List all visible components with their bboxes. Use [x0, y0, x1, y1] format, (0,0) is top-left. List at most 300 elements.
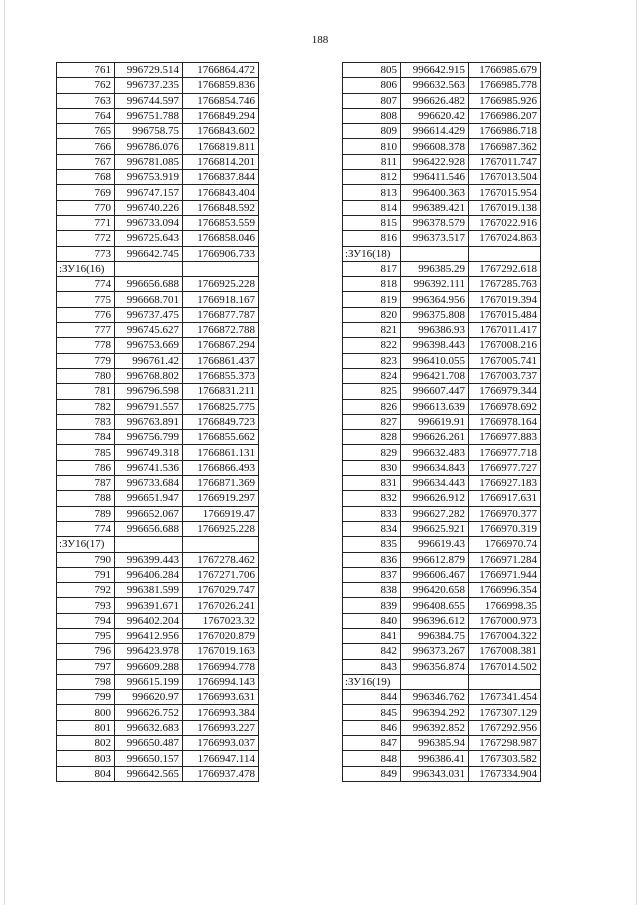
table-row — [343, 659, 541, 674]
x-coordinate-cell: 996751.788 — [115, 108, 183, 123]
y-coordinate-cell: 1767298.987 — [469, 736, 541, 751]
y-coordinate-cell: 1766843.404 — [183, 185, 259, 200]
x-coordinate-cell: 996791.557 — [115, 399, 183, 414]
x-coordinate-cell: 996768.802 — [115, 368, 183, 383]
table-row — [57, 170, 259, 185]
table-row — [343, 613, 541, 628]
x-coordinate-cell: 996632.563 — [401, 78, 469, 93]
table-row — [57, 521, 259, 536]
y-coordinate-cell: 1767022.916 — [469, 215, 541, 230]
point-number-cell: 793 — [57, 598, 115, 613]
x-coordinate-cell: 996737.235 — [115, 78, 183, 93]
table-row — [343, 399, 541, 414]
x-coordinate-cell: 996398.443 — [401, 338, 469, 353]
point-number-cell: 801 — [57, 720, 115, 735]
point-number-cell: 809 — [343, 124, 401, 139]
point-number-cell: 803 — [57, 751, 115, 766]
table-row — [343, 414, 541, 429]
point-number-cell: 785 — [57, 445, 115, 460]
x-coordinate-cell: 996781.085 — [115, 154, 183, 169]
x-coordinate-cell: 996615.199 — [115, 674, 183, 689]
point-number-cell: 813 — [343, 185, 401, 200]
point-number-cell: 798 — [57, 674, 115, 689]
point-number-cell: 805 — [343, 63, 401, 78]
y-coordinate-cell: 1767026.241 — [183, 598, 259, 613]
table-row — [343, 124, 541, 139]
point-number-cell: 815 — [343, 215, 401, 230]
y-coordinate-cell: 1767271.706 — [183, 567, 259, 582]
point-number-cell: 810 — [343, 139, 401, 154]
y-coordinate-cell: 1766867.294 — [183, 338, 259, 353]
y-coordinate-cell: 1767008.216 — [469, 338, 541, 353]
y-coordinate-cell: 1766925.228 — [183, 277, 259, 292]
table-row — [343, 78, 541, 93]
point-number-cell: 781 — [57, 384, 115, 399]
y-coordinate-cell: 1766993.631 — [183, 690, 259, 705]
y-coordinate-cell: 1766853.559 — [183, 215, 259, 230]
y-coordinate-cell: 1767014.502 — [469, 659, 541, 674]
x-coordinate-cell: 996373.517 — [401, 231, 469, 246]
table-row — [57, 598, 259, 613]
x-coordinate-cell: 996406.284 — [115, 567, 183, 582]
x-coordinate-cell: 996386.93 — [401, 323, 469, 338]
scan-edge-left — [4, 0, 5, 905]
point-number-cell: 768 — [57, 170, 115, 185]
table-row — [343, 200, 541, 215]
y-coordinate-cell: 1766977.727 — [469, 460, 541, 475]
point-number-cell: 849 — [343, 766, 401, 781]
section-label: :ЗУ16(18) — [343, 246, 401, 261]
table-row — [57, 552, 259, 567]
x-coordinate-cell: 996656.688 — [115, 521, 183, 536]
point-number-cell: 788 — [57, 491, 115, 506]
table-row — [57, 491, 259, 506]
point-number-cell: 797 — [57, 659, 115, 674]
x-coordinate-cell: 996626.261 — [401, 430, 469, 445]
table-row — [57, 93, 259, 108]
point-number-cell: 779 — [57, 353, 115, 368]
table-row — [57, 751, 259, 766]
point-number-cell: 818 — [343, 277, 401, 292]
y-coordinate-cell: 1766998.35 — [469, 598, 541, 613]
table-row — [343, 506, 541, 521]
table-row — [343, 139, 541, 154]
x-coordinate-cell: 996626.482 — [401, 93, 469, 108]
x-coordinate-cell: 996733.684 — [115, 476, 183, 491]
y-coordinate-cell: 1766993.037 — [183, 736, 259, 751]
y-coordinate-cell: 1766849.294 — [183, 108, 259, 123]
point-number-cell: 828 — [343, 430, 401, 445]
empty-cell — [115, 537, 183, 552]
table-row — [343, 261, 541, 276]
point-number-cell: 776 — [57, 307, 115, 322]
table-row — [343, 307, 541, 322]
point-number-cell: 780 — [57, 368, 115, 383]
x-coordinate-cell: 996763.891 — [115, 414, 183, 429]
y-coordinate-cell: 1766987.362 — [469, 139, 541, 154]
x-coordinate-cell: 996392.852 — [401, 720, 469, 735]
table-row — [57, 583, 259, 598]
x-coordinate-cell: 996625.921 — [401, 521, 469, 536]
y-coordinate-cell: 1766971.284 — [469, 552, 541, 567]
x-coordinate-cell: 996656.688 — [115, 277, 183, 292]
table-row — [57, 200, 259, 215]
x-coordinate-cell: 996385.29 — [401, 261, 469, 276]
y-coordinate-cell: 1767292.618 — [469, 261, 541, 276]
point-number-cell: 792 — [57, 583, 115, 598]
table-row — [57, 414, 259, 429]
table-row — [343, 445, 541, 460]
point-number-cell: 783 — [57, 414, 115, 429]
page-number: 188 — [311, 34, 329, 46]
table-row — [57, 368, 259, 383]
table-row — [343, 705, 541, 720]
point-number-cell: 833 — [343, 506, 401, 521]
x-coordinate-cell: 996758.75 — [115, 124, 183, 139]
table-row — [343, 644, 541, 659]
point-number-cell: 820 — [343, 307, 401, 322]
y-coordinate-cell: 1767004.322 — [469, 628, 541, 643]
table-row — [57, 124, 259, 139]
x-coordinate-cell: 996619.43 — [401, 537, 469, 552]
x-coordinate-cell: 996650.157 — [115, 751, 183, 766]
point-number-cell: 807 — [343, 93, 401, 108]
table-row — [57, 674, 259, 689]
table-row — [57, 139, 259, 154]
x-coordinate-cell: 996394.292 — [401, 705, 469, 720]
y-coordinate-cell: 1766866.493 — [183, 460, 259, 475]
y-coordinate-cell: 1766877.787 — [183, 307, 259, 322]
x-coordinate-cell: 996411.546 — [401, 170, 469, 185]
x-coordinate-cell: 996632.483 — [401, 445, 469, 460]
x-coordinate-cell: 996619.91 — [401, 414, 469, 429]
y-coordinate-cell: 1766985.926 — [469, 93, 541, 108]
point-number-cell: 787 — [57, 476, 115, 491]
y-coordinate-cell: 1766978.164 — [469, 414, 541, 429]
x-coordinate-cell: 996381.599 — [115, 583, 183, 598]
x-coordinate-cell: 996740.226 — [115, 200, 183, 215]
table-row — [57, 231, 259, 246]
x-coordinate-cell: 996612.879 — [401, 552, 469, 567]
coordinates-table-right-body — [343, 63, 541, 782]
y-coordinate-cell: 1767303.582 — [469, 751, 541, 766]
point-number-cell: 847 — [343, 736, 401, 751]
x-coordinate-cell: 996421.708 — [401, 368, 469, 383]
table-row — [343, 154, 541, 169]
table-row — [57, 353, 259, 368]
y-coordinate-cell: 1766837.844 — [183, 170, 259, 185]
y-coordinate-cell: 1766814.201 — [183, 154, 259, 169]
point-number-cell: 844 — [343, 690, 401, 705]
y-coordinate-cell: 1767020.879 — [183, 628, 259, 643]
point-number-cell: 838 — [343, 583, 401, 598]
table-row — [343, 521, 541, 536]
x-coordinate-cell: 996756.799 — [115, 430, 183, 445]
table-row — [57, 78, 259, 93]
x-coordinate-cell: 996642.915 — [401, 63, 469, 78]
x-coordinate-cell: 996356.874 — [401, 659, 469, 674]
point-number-cell: 770 — [57, 200, 115, 215]
x-coordinate-cell: 996626.752 — [115, 705, 183, 720]
x-coordinate-cell: 996796.598 — [115, 384, 183, 399]
table-row — [343, 720, 541, 735]
table-row — [343, 108, 541, 123]
point-number-cell: 816 — [343, 231, 401, 246]
x-coordinate-cell: 996408.655 — [401, 598, 469, 613]
y-coordinate-cell: 1766855.373 — [183, 368, 259, 383]
y-coordinate-cell: 1766919.47 — [183, 506, 259, 521]
section-label: :ЗУ16(17) — [57, 537, 115, 552]
table-row — [343, 552, 541, 567]
table-row — [343, 63, 541, 78]
point-number-cell: 821 — [343, 323, 401, 338]
y-coordinate-cell: 1766871.369 — [183, 476, 259, 491]
y-coordinate-cell: 1766985.679 — [469, 63, 541, 78]
point-number-cell: 843 — [343, 659, 401, 674]
y-coordinate-cell: 1766861.437 — [183, 353, 259, 368]
x-coordinate-cell: 996343.031 — [401, 766, 469, 781]
point-number-cell: 819 — [343, 292, 401, 307]
x-coordinate-cell: 996650.487 — [115, 736, 183, 751]
table-row — [57, 705, 259, 720]
y-coordinate-cell: 1767005.741 — [469, 353, 541, 368]
section-label: :ЗУ16(16) — [57, 261, 115, 276]
point-number-cell: 827 — [343, 414, 401, 429]
y-coordinate-cell: 1767019.138 — [469, 200, 541, 215]
y-coordinate-cell: 1766986.207 — [469, 108, 541, 123]
y-coordinate-cell: 1766858.046 — [183, 231, 259, 246]
y-coordinate-cell: 1767023.32 — [183, 613, 259, 628]
table-row — [343, 277, 541, 292]
y-coordinate-cell: 1767029.747 — [183, 583, 259, 598]
section-row — [57, 537, 259, 552]
point-number-cell: 777 — [57, 323, 115, 338]
y-coordinate-cell: 1766855.662 — [183, 430, 259, 445]
point-number-cell: 799 — [57, 690, 115, 705]
x-coordinate-cell: 996749.318 — [115, 445, 183, 460]
point-number-cell: 825 — [343, 384, 401, 399]
y-coordinate-cell: 1766918.167 — [183, 292, 259, 307]
section-label: :ЗУ16(19) — [343, 674, 401, 689]
x-coordinate-cell: 996642.745 — [115, 246, 183, 261]
x-coordinate-cell: 996346.762 — [401, 690, 469, 705]
point-number-cell: 769 — [57, 185, 115, 200]
point-number-cell: 802 — [57, 736, 115, 751]
y-coordinate-cell: 1766843.602 — [183, 124, 259, 139]
y-coordinate-cell: 1767292.956 — [469, 720, 541, 735]
table-row — [343, 690, 541, 705]
x-coordinate-cell: 996613.639 — [401, 399, 469, 414]
point-number-cell: 775 — [57, 292, 115, 307]
point-number-cell: 761 — [57, 63, 115, 78]
y-coordinate-cell: 1766985.778 — [469, 78, 541, 93]
y-coordinate-cell: 1767307.129 — [469, 705, 541, 720]
y-coordinate-cell: 1766859.836 — [183, 78, 259, 93]
x-coordinate-cell: 996375.808 — [401, 307, 469, 322]
point-number-cell: 822 — [343, 338, 401, 353]
y-coordinate-cell: 1767000.973 — [469, 613, 541, 628]
table-row — [57, 445, 259, 460]
x-coordinate-cell: 996385.94 — [401, 736, 469, 751]
y-coordinate-cell: 1767024.863 — [469, 231, 541, 246]
coordinates-table-left — [56, 62, 259, 782]
y-coordinate-cell: 1766994.778 — [183, 659, 259, 674]
y-coordinate-cell: 1767334.904 — [469, 766, 541, 781]
x-coordinate-cell: 996608.378 — [401, 139, 469, 154]
table-row — [57, 567, 259, 582]
y-coordinate-cell: 1767019.163 — [183, 644, 259, 659]
empty-cell — [115, 261, 183, 276]
table-row — [57, 659, 259, 674]
y-coordinate-cell: 1766993.384 — [183, 705, 259, 720]
table-row — [57, 460, 259, 475]
y-coordinate-cell: 1767015.484 — [469, 307, 541, 322]
table-row — [343, 628, 541, 643]
table-row — [343, 430, 541, 445]
y-coordinate-cell: 1766849.723 — [183, 414, 259, 429]
coordinates-table-right — [342, 62, 541, 782]
y-coordinate-cell: 1766947.114 — [183, 751, 259, 766]
x-coordinate-cell: 996402.204 — [115, 613, 183, 628]
point-number-cell: 791 — [57, 567, 115, 582]
empty-cell — [183, 261, 259, 276]
table-row — [57, 430, 259, 445]
x-coordinate-cell: 996634.843 — [401, 460, 469, 475]
x-coordinate-cell: 996373.267 — [401, 644, 469, 659]
table-row — [57, 246, 259, 261]
table-row — [343, 491, 541, 506]
point-number-cell: 837 — [343, 567, 401, 582]
point-number-cell: 840 — [343, 613, 401, 628]
y-coordinate-cell: 1767278.462 — [183, 552, 259, 567]
section-row — [343, 674, 541, 689]
x-coordinate-cell: 996386.41 — [401, 751, 469, 766]
point-number-cell: 841 — [343, 628, 401, 643]
x-coordinate-cell: 996786.076 — [115, 139, 183, 154]
table-row — [57, 736, 259, 751]
point-number-cell: 774 — [57, 521, 115, 536]
point-number-cell: 836 — [343, 552, 401, 567]
point-number-cell: 772 — [57, 231, 115, 246]
x-coordinate-cell: 996384.75 — [401, 628, 469, 643]
point-number-cell: 764 — [57, 108, 115, 123]
point-number-cell: 839 — [343, 598, 401, 613]
y-coordinate-cell: 1767019.394 — [469, 292, 541, 307]
point-number-cell: 842 — [343, 644, 401, 659]
point-number-cell: 766 — [57, 139, 115, 154]
y-coordinate-cell: 1766917.631 — [469, 491, 541, 506]
point-number-cell: 790 — [57, 552, 115, 567]
x-coordinate-cell: 996392.111 — [401, 277, 469, 292]
y-coordinate-cell: 1767008.381 — [469, 644, 541, 659]
point-number-cell: 845 — [343, 705, 401, 720]
point-number-cell: 773 — [57, 246, 115, 261]
table-row — [343, 384, 541, 399]
empty-cell — [401, 674, 469, 689]
point-number-cell: 794 — [57, 613, 115, 628]
point-number-cell: 763 — [57, 93, 115, 108]
table-row — [57, 108, 259, 123]
point-number-cell: 848 — [343, 751, 401, 766]
x-coordinate-cell: 996400.363 — [401, 185, 469, 200]
point-number-cell: 824 — [343, 368, 401, 383]
y-coordinate-cell: 1766864.472 — [183, 63, 259, 78]
table-row — [57, 277, 259, 292]
table-row — [57, 690, 259, 705]
x-coordinate-cell: 996634.443 — [401, 476, 469, 491]
y-coordinate-cell: 1766978.692 — [469, 399, 541, 414]
x-coordinate-cell: 996609.288 — [115, 659, 183, 674]
table-row — [57, 292, 259, 307]
point-number-cell: 812 — [343, 170, 401, 185]
table-row — [343, 751, 541, 766]
table-row — [57, 185, 259, 200]
table-row — [57, 476, 259, 491]
coordinates-table-left-body — [57, 63, 259, 782]
y-coordinate-cell: 1766861.131 — [183, 445, 259, 460]
table-row — [343, 170, 541, 185]
point-number-cell: 808 — [343, 108, 401, 123]
x-coordinate-cell: 996399.443 — [115, 552, 183, 567]
y-coordinate-cell: 1766925.228 — [183, 521, 259, 536]
x-coordinate-cell: 996396.612 — [401, 613, 469, 628]
y-coordinate-cell: 1767011.747 — [469, 154, 541, 169]
table-row — [57, 399, 259, 414]
point-number-cell: 800 — [57, 705, 115, 720]
x-coordinate-cell: 996753.669 — [115, 338, 183, 353]
point-number-cell: 835 — [343, 537, 401, 552]
x-coordinate-cell: 996651.947 — [115, 491, 183, 506]
table-row — [343, 353, 541, 368]
x-coordinate-cell: 996747.157 — [115, 185, 183, 200]
point-number-cell: 811 — [343, 154, 401, 169]
table-row — [343, 460, 541, 475]
table-row — [343, 323, 541, 338]
table-row — [343, 537, 541, 552]
table-row — [57, 506, 259, 521]
table-row — [343, 185, 541, 200]
point-number-cell: 786 — [57, 460, 115, 475]
y-coordinate-cell: 1767015.954 — [469, 185, 541, 200]
point-number-cell: 846 — [343, 720, 401, 735]
x-coordinate-cell: 996422.928 — [401, 154, 469, 169]
point-number-cell: 817 — [343, 261, 401, 276]
y-coordinate-cell: 1766971.944 — [469, 567, 541, 582]
x-coordinate-cell: 996423.978 — [115, 644, 183, 659]
x-coordinate-cell: 996420.658 — [401, 583, 469, 598]
table-row — [343, 215, 541, 230]
x-coordinate-cell: 996620.97 — [115, 690, 183, 705]
x-coordinate-cell: 996737.475 — [115, 307, 183, 322]
y-coordinate-cell: 1766979.344 — [469, 384, 541, 399]
table-row — [343, 292, 541, 307]
table-row — [57, 215, 259, 230]
y-coordinate-cell: 1767003.737 — [469, 368, 541, 383]
empty-cell — [469, 246, 541, 261]
x-coordinate-cell: 996627.282 — [401, 506, 469, 521]
table-row — [57, 323, 259, 338]
y-coordinate-cell: 1766848.592 — [183, 200, 259, 215]
table-row — [343, 598, 541, 613]
table-row — [57, 307, 259, 322]
x-coordinate-cell: 996620.42 — [401, 108, 469, 123]
x-coordinate-cell: 996607.447 — [401, 384, 469, 399]
x-coordinate-cell: 996725.643 — [115, 231, 183, 246]
point-number-cell: 796 — [57, 644, 115, 659]
y-coordinate-cell: 1766970.74 — [469, 537, 541, 552]
point-number-cell: 784 — [57, 430, 115, 445]
table-row — [343, 476, 541, 491]
